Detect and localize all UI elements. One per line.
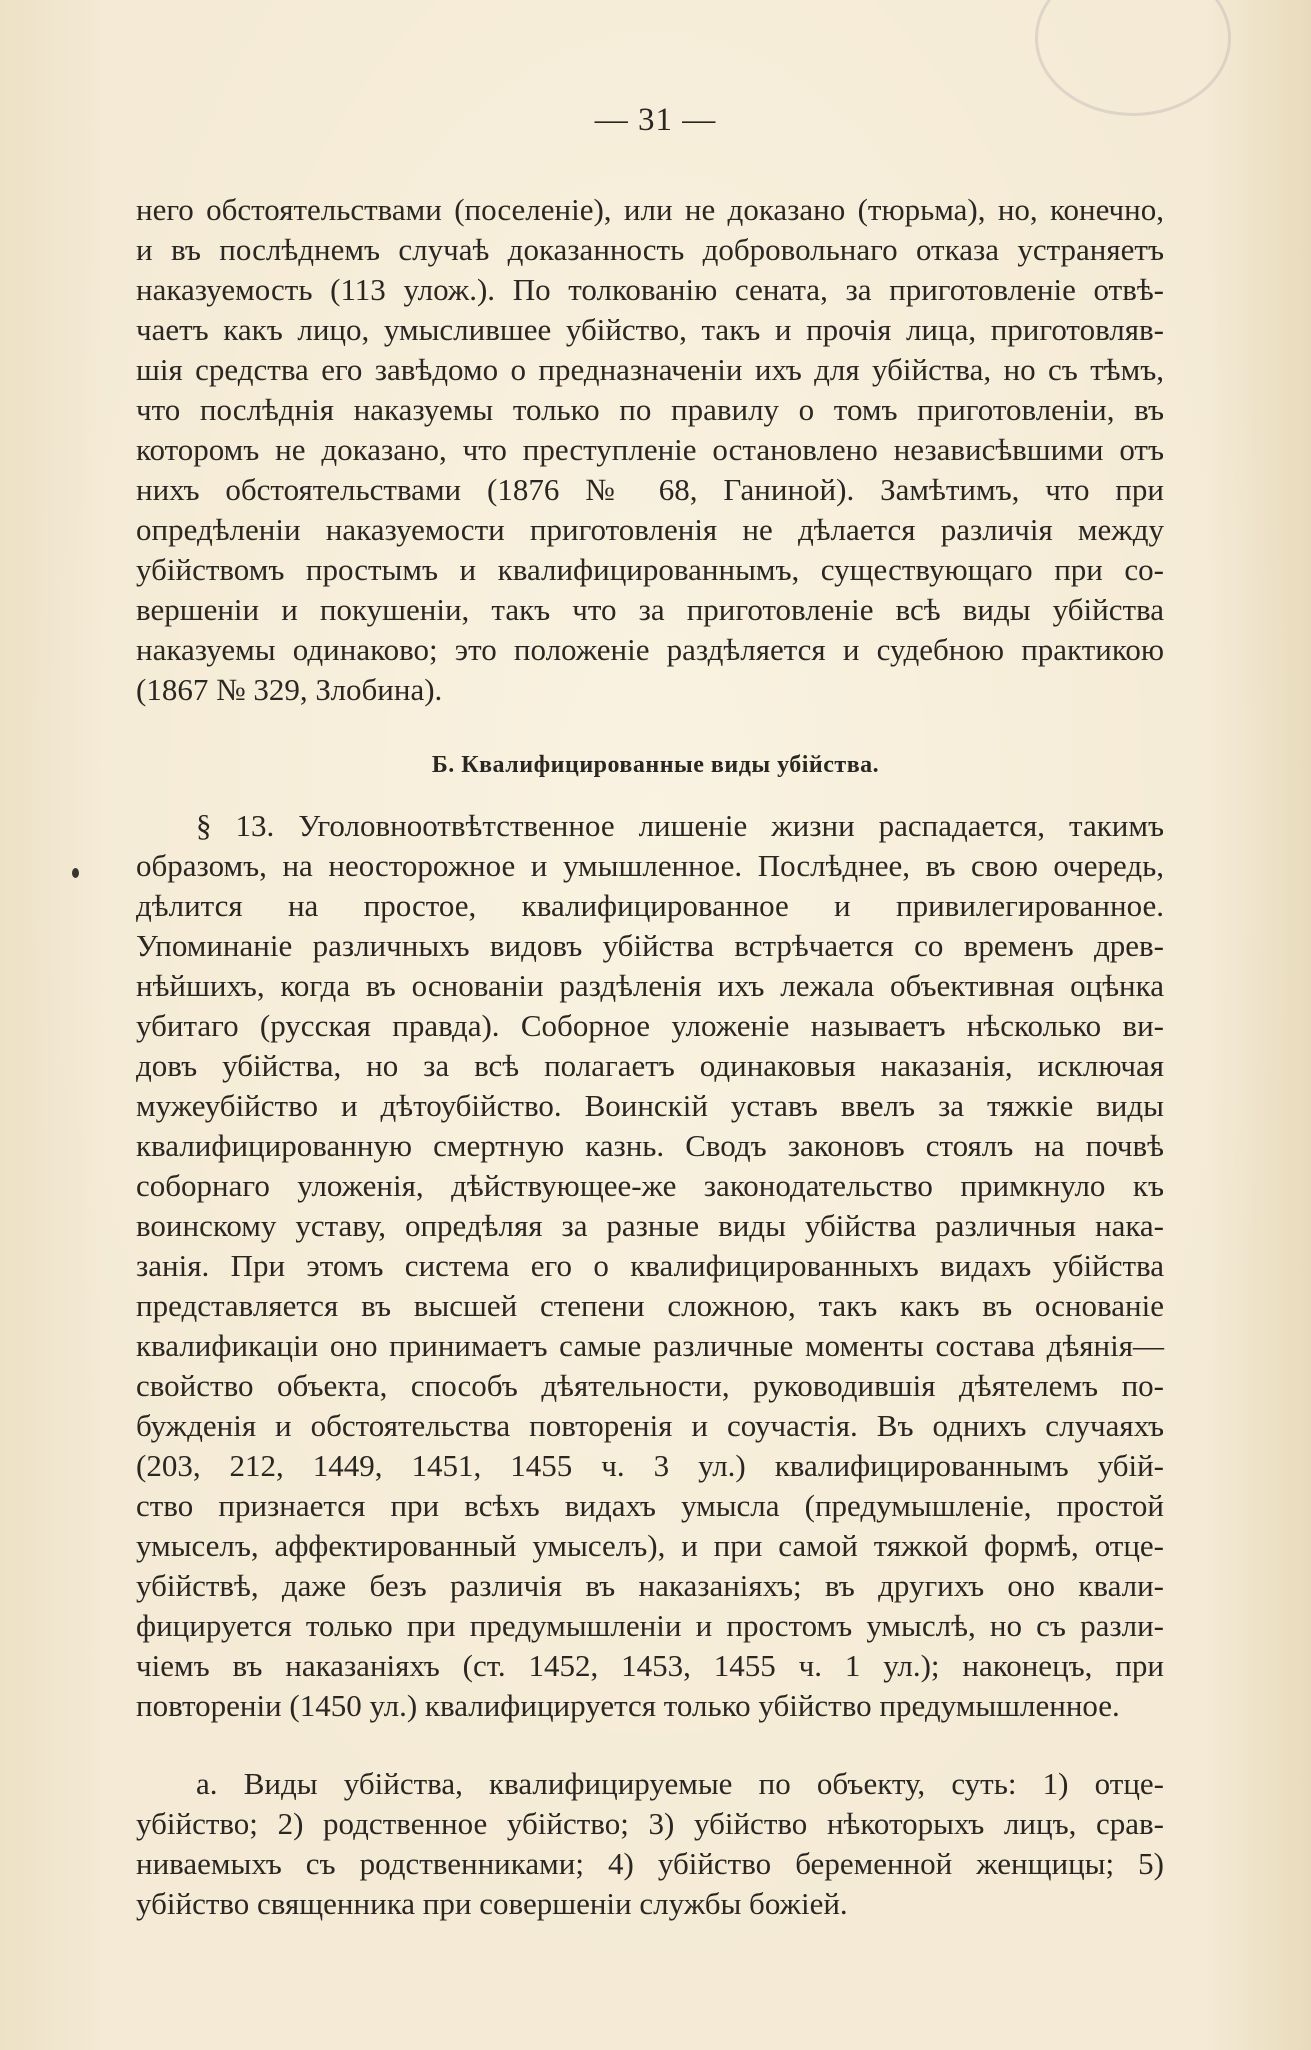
text-line: опредѣленіи наказуемости приготовленія не дѣлается различія между [136, 512, 1164, 547]
section-heading: Б. Квалифицированные виды убійства. [431, 752, 880, 778]
text-line: чаетъ какъ лицо, умыслившее убійство, такъ и прочія лица, приготовляв- [136, 312, 1164, 347]
text-line: образомъ, на неосторожное и умышленное. Послѣднее, въ свою очередь, [136, 848, 1164, 883]
text-line: которомъ не доказано, что преступленіе остановлено независѣвшими отъ [136, 432, 1164, 467]
text-line: (203, 212, 1449, 1451, 1455 ч. 3 ул.) квалифицированнымъ убій- [136, 1448, 1164, 1483]
text-line: шія средства его завѣдомо о предназначеніи ихъ для убійства, но съ тѣмъ, [136, 352, 1164, 387]
text-line: соборнаго уложенія, дѣйствующее-же законодательство примкнуло къ [136, 1168, 1164, 1203]
text-line: повтореніи (1450 ул.) квалифицируется только убійство предумышленное. [136, 1688, 1120, 1723]
text-line: нѣйшихъ, когда въ основаніи раздѣленія ихъ лежала объективная оцѣнка [136, 968, 1164, 1003]
text-line: убійствѣ, даже безъ различія въ наказаніяхъ; въ другихъ оно квали- [136, 1568, 1164, 1603]
text-line: дѣлится на простое, квалифицированное и привилегированное. [136, 888, 1164, 923]
text-line: убійствомъ простымъ и квалифицированнымъ, существующаго при со- [136, 552, 1164, 587]
text-line: (1867 № 329, Злобина). [136, 672, 443, 707]
text-line: занія. При этомъ система его о квалифицированныхъ видахъ убійства [136, 1248, 1164, 1283]
text-line: Упоминаніе различныхъ видовъ убійства встрѣчается со временъ древ- [136, 928, 1164, 963]
text-line: наказуемость (113 улож.). По толкованію сената, за приготовленіе отвѣ- [136, 272, 1164, 307]
text-line: вершеніи и покушеніи, такъ что за приготовленіе всѣ виды убійства [136, 592, 1164, 627]
text-line: него обстоятельствами (поселеніе), или не доказано (тюрьма), но, конечно, [136, 192, 1164, 227]
text-line: ство признается при всѣхъ видахъ умысла (предумышленіе, простой [136, 1488, 1164, 1523]
text-line: бужденія и обстоятельства повторенія и соучастія. Въ однихъ случаяхъ [136, 1408, 1164, 1443]
text-line: убійство; 2) родственное убійство; 3) убійство нѣкоторыхъ лицъ, срав- [136, 1806, 1164, 1841]
text-line: чіемъ въ наказаніяхъ (ст. 1452, 1453, 1455 ч. 1 ул.); наконецъ, при [136, 1648, 1164, 1683]
text-line: умыселъ, аффектированный умыселъ), и при самой тяжкой формѣ, отце- [136, 1528, 1164, 1563]
text-line: ниваемыхъ съ родственниками; 4) убійство беременной женщицы; 5) [136, 1846, 1164, 1881]
ink-mark [72, 868, 79, 878]
paragraph-3 [136, 1764, 1164, 1924]
text-line: и въ послѣднемъ случаѣ доказанность добровольнаго отказа устраняетъ [136, 232, 1164, 267]
text-line: убійство священника при совершеніи службы божіей. [136, 1886, 848, 1921]
text-line: довъ убійства, но за всѣ полагаетъ одинаковыя наказанія, исключая [136, 1048, 1164, 1083]
paragraph-1 [136, 190, 1164, 710]
text-line: квалификаціи оно принимаетъ самые различные моменты состава дѣянія— [136, 1328, 1164, 1363]
text-line: свойство объекта, способъ дѣятельности, руководившія дѣятелемъ по- [136, 1368, 1164, 1403]
paragraph-2 [136, 806, 1164, 1726]
page-number: — 31 — [594, 102, 717, 138]
text-line: что послѣднія наказуемы только по правилу о томъ приготовленіи, въ [136, 392, 1164, 427]
text-line: представляется въ высшей степени сложною, такъ какъ въ основаніе [136, 1288, 1164, 1323]
text-line: нихъ обстоятельствами (1876 № 68, Ганиной). Замѣтимъ, что при [136, 472, 1164, 507]
text-line: § 13. Уголовноотвѣтственное лишеніе жизни распадается, такимъ [196, 808, 1164, 843]
text-line-indented [136, 806, 1164, 846]
text-line: наказуемы одинаково; это положеніе раздѣляется и судебною практикою [136, 632, 1164, 667]
text-line: а. Виды убійства, квалифицируемые по объекту, суть: 1) отце- [196, 1766, 1164, 1801]
text-line: мужеубійство и дѣтоубійство. Воинскій уставъ ввелъ за тяжкіе виды [136, 1088, 1164, 1123]
text-line: квалифицированную смертную казнь. Сводъ законовъ стоялъ на почвѣ [136, 1128, 1164, 1163]
text-line-indented [136, 1764, 1164, 1804]
text-line: убитаго (русская правда). Соборное уложеніе называетъ нѣсколько ви- [136, 1008, 1164, 1043]
text-line: воинскому уставу, опредѣляя за разные виды убійства различныя нака- [136, 1208, 1164, 1243]
library-stamp [1035, 0, 1231, 116]
text-line: фицируется только при предумышленіи и простомъ умыслѣ, но съ разли- [136, 1608, 1164, 1643]
